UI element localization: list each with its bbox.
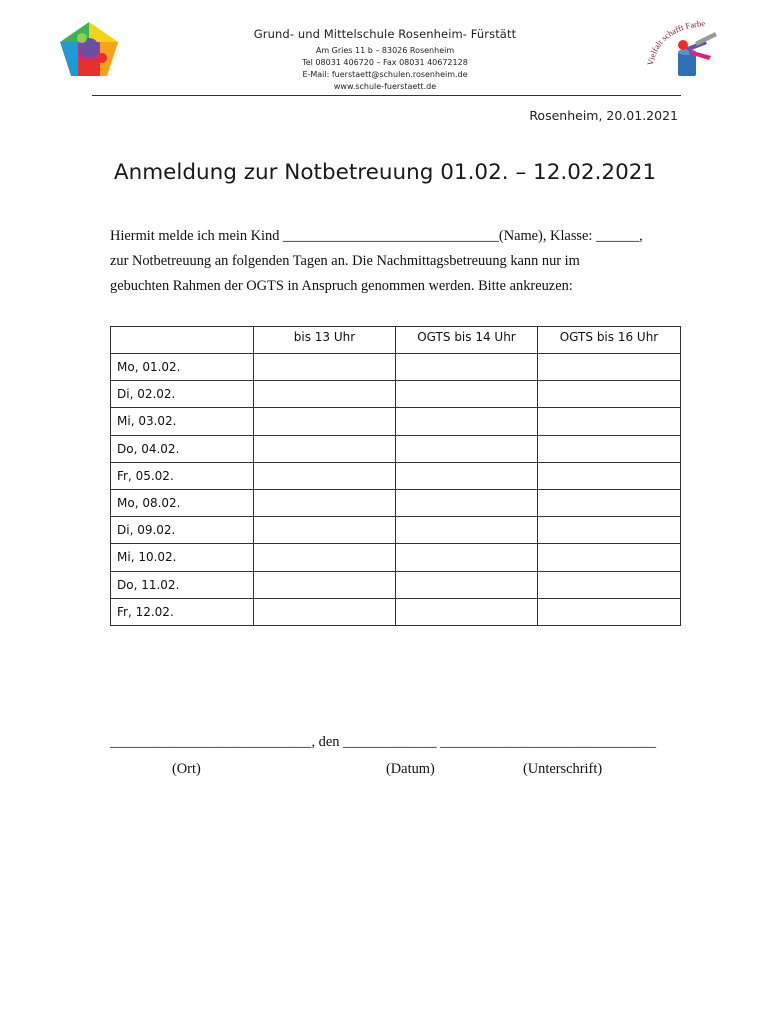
header-bis-13: bis 13 Uhr [254,327,396,354]
checkbox-cell-14[interactable] [396,598,538,625]
day-label: Di, 09.02. [111,517,254,544]
checkbox-cell-14[interactable] [396,435,538,462]
school-phone: Tel 08031 406720 – Fax 08031 40672128 [302,58,468,67]
checkbox-cell-13[interactable] [254,381,396,408]
checkbox-cell-14[interactable] [396,408,538,435]
day-label: Mo, 08.02. [111,489,254,516]
intro-text [110,224,680,299]
school-address: Am Gries 11 b – 83026 Rosenheim [315,46,455,55]
day-label: Mi, 03.02. [111,408,254,435]
checkbox-cell-16[interactable] [538,381,681,408]
table-row [111,571,681,598]
header-ogts-16: OGTS bis 16 Uhr [538,327,681,354]
checkbox-cell-14[interactable] [396,571,538,598]
vielfalt-logo [645,18,725,80]
table-row [111,354,681,381]
checkbox-cell-16[interactable] [538,571,681,598]
checkbox-cell-13[interactable] [254,571,396,598]
checkbox-cell-13[interactable] [254,598,396,625]
checkbox-cell-16[interactable] [538,517,681,544]
school-email: E-Mail: fuerstaett@schulen.rosenheim.de [302,70,468,79]
checkbox-cell-16[interactable] [538,489,681,516]
checkbox-cell-13[interactable] [254,435,396,462]
day-label: Fr, 05.02. [111,462,254,489]
header-divider [92,95,681,96]
school-logo-pentagon [58,20,120,78]
checkbox-cell-14[interactable] [396,517,538,544]
table-row [111,435,681,462]
table-header-row [111,327,681,354]
checkbox-cell-16[interactable] [538,435,681,462]
table-row [111,598,681,625]
checkbox-cell-14[interactable] [396,489,538,516]
checkbox-cell-13[interactable] [254,544,396,571]
checkbox-cell-13[interactable] [254,408,396,435]
checkbox-cell-13[interactable] [254,462,396,489]
place-date: Rosenheim, 20.01.2021 [529,108,678,123]
day-label: Mi, 10.02. [111,544,254,571]
checkbox-cell-13[interactable] [254,489,396,516]
school-website: www.schule-fuerstaett.de [333,82,437,91]
day-label: Do, 11.02. [111,571,254,598]
registration-table [110,326,681,626]
header-day [111,327,254,354]
checkbox-cell-16[interactable] [538,408,681,435]
label-datum: (Datum) [386,761,435,777]
checkbox-cell-16[interactable] [538,544,681,571]
intro-line-2: zur Notbetreuung an folgenden Tagen an. Die Nachmittagsbetreuung kann nur im [110,253,580,269]
label-ort: (Ort) [172,761,201,777]
table-row [111,544,681,571]
table-row [111,381,681,408]
table-row [111,408,681,435]
checkbox-cell-14[interactable] [396,381,538,408]
logo-arc-text: Vielfalt schafft Farbe [645,18,706,67]
day-label: Mo, 01.02. [111,354,254,381]
page-title: Anmeldung zur Notbetreuung 01.02. – 12.02.2021 [113,160,657,185]
intro-line-1: Hiermit melde ich mein Kind ______________________________(Name), Klasse: ______, [110,228,643,244]
letterhead [190,27,580,93]
intro-line-3: gebuchten Rahmen der OGTS in Anspruch genommen werden. Bitte ankreuzen: [110,278,573,294]
checkbox-cell-16[interactable] [538,598,681,625]
day-label: Fr, 12.02. [111,598,254,625]
checkbox-cell-14[interactable] [396,462,538,489]
checkbox-cell-13[interactable] [254,354,396,381]
checkbox-cell-16[interactable] [538,354,681,381]
checkbox-cell-16[interactable] [538,462,681,489]
school-name: Grund- und Mittelschule Rosenheim- Fürstätt [253,27,517,41]
header-ogts-14: OGTS bis 14 Uhr [396,327,538,354]
day-label: Do, 04.02. [111,435,254,462]
signature-line[interactable]: ____________________________, den _____________ ______________________________ [110,734,657,750]
table-row [111,489,681,516]
table-row [111,517,681,544]
label-unterschrift: (Unterschrift) [523,761,603,777]
day-label: Di, 02.02. [111,381,254,408]
checkbox-cell-14[interactable] [396,354,538,381]
table-row [111,462,681,489]
checkbox-cell-13[interactable] [254,517,396,544]
checkbox-cell-14[interactable] [396,544,538,571]
